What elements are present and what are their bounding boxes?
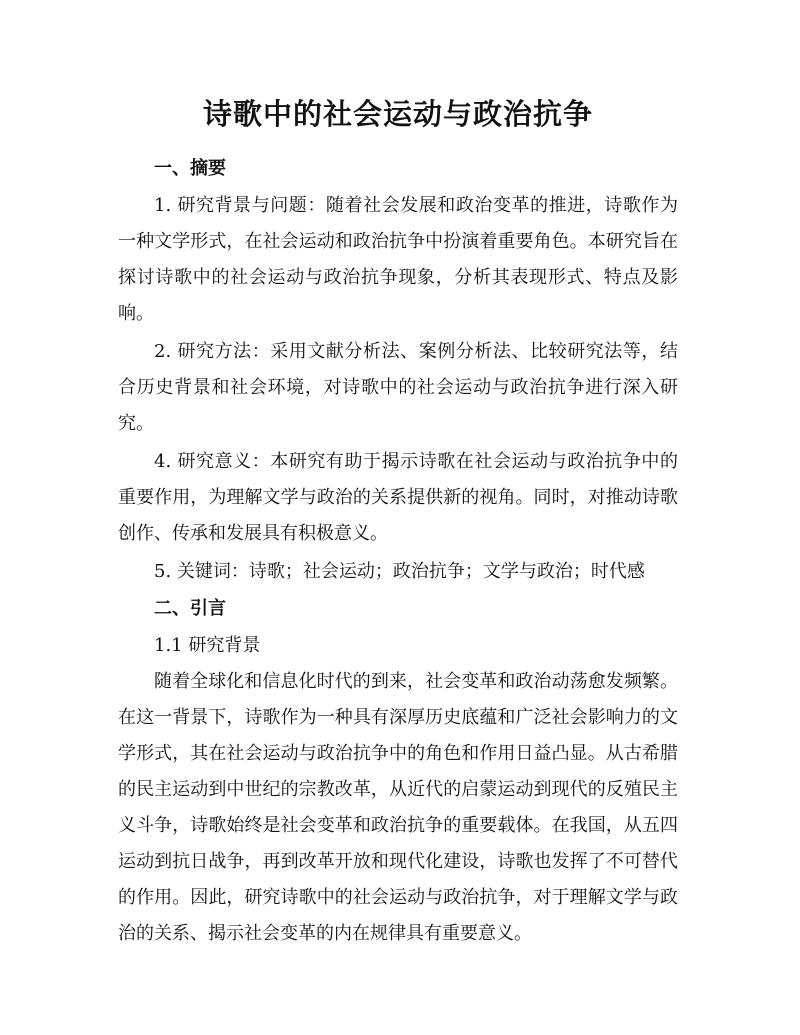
abstract-item-methods: 2. 研究方法：采用文献分析法、案例分析法、比较研究法等，结合历史背景和社会环境，对诗歌中的社会运动与政治抗争进行深入研究。 (118, 341, 678, 434)
research-background-subheading: 1.1 研究背景 (154, 635, 261, 656)
research-background-paragraph: 随着全球化和信息化时代的到来，社会变革和政治动荡愈发频繁。在这一背景下，诗歌作为一种具有深厚历史底蕴和广泛社会影响力的文学形式，其在社会运动与政治抗争中的角色和作用日益凸显。从古希腊的民主运动到中世纪的宗教改革，从近代的启蒙运动到现代的反殖民主义斗争，诗歌始终是社会变革和政治抗争的重要载体。在我国，从五四运动到抗日战争，再到改革开放和现代化建设，诗歌也发挥了不可替代的作用。因此，研究诗歌中的社会运动与政治抗争，对于理解文学与政治的关系、揭示社会变革的内在规律具有重要意义。 (118, 671, 678, 944)
introduction-heading: 二、引言 (154, 598, 226, 619)
document-title: 诗歌中的社会运动与政治抗争 (202, 97, 593, 131)
abstract-item-background: 1. 研究背景与问题：随着社会发展和政治变革的推进，诗歌作为一种文学形式，在社会运动和政治抗争中扮演着重要角色。本研究旨在探讨诗歌中的社会运动与政治抗争现象，分析其表现形式、特点及影响。 (118, 195, 678, 324)
abstract-heading: 一、摘要 (154, 158, 226, 179)
abstract-item-significance: 4. 研究意义：本研究有助于揭示诗歌在社会运动与政治抗争中的重要作用，为理解文学与政治的关系提供新的视角。同时，对推动诗歌创作、传承和发展具有积极意义。 (118, 451, 678, 544)
abstract-item-keywords: 5. 关键词：诗歌；社会运动；政治抗争；文学与政治；时代感 (154, 561, 645, 582)
document-page (118, 92, 678, 952)
